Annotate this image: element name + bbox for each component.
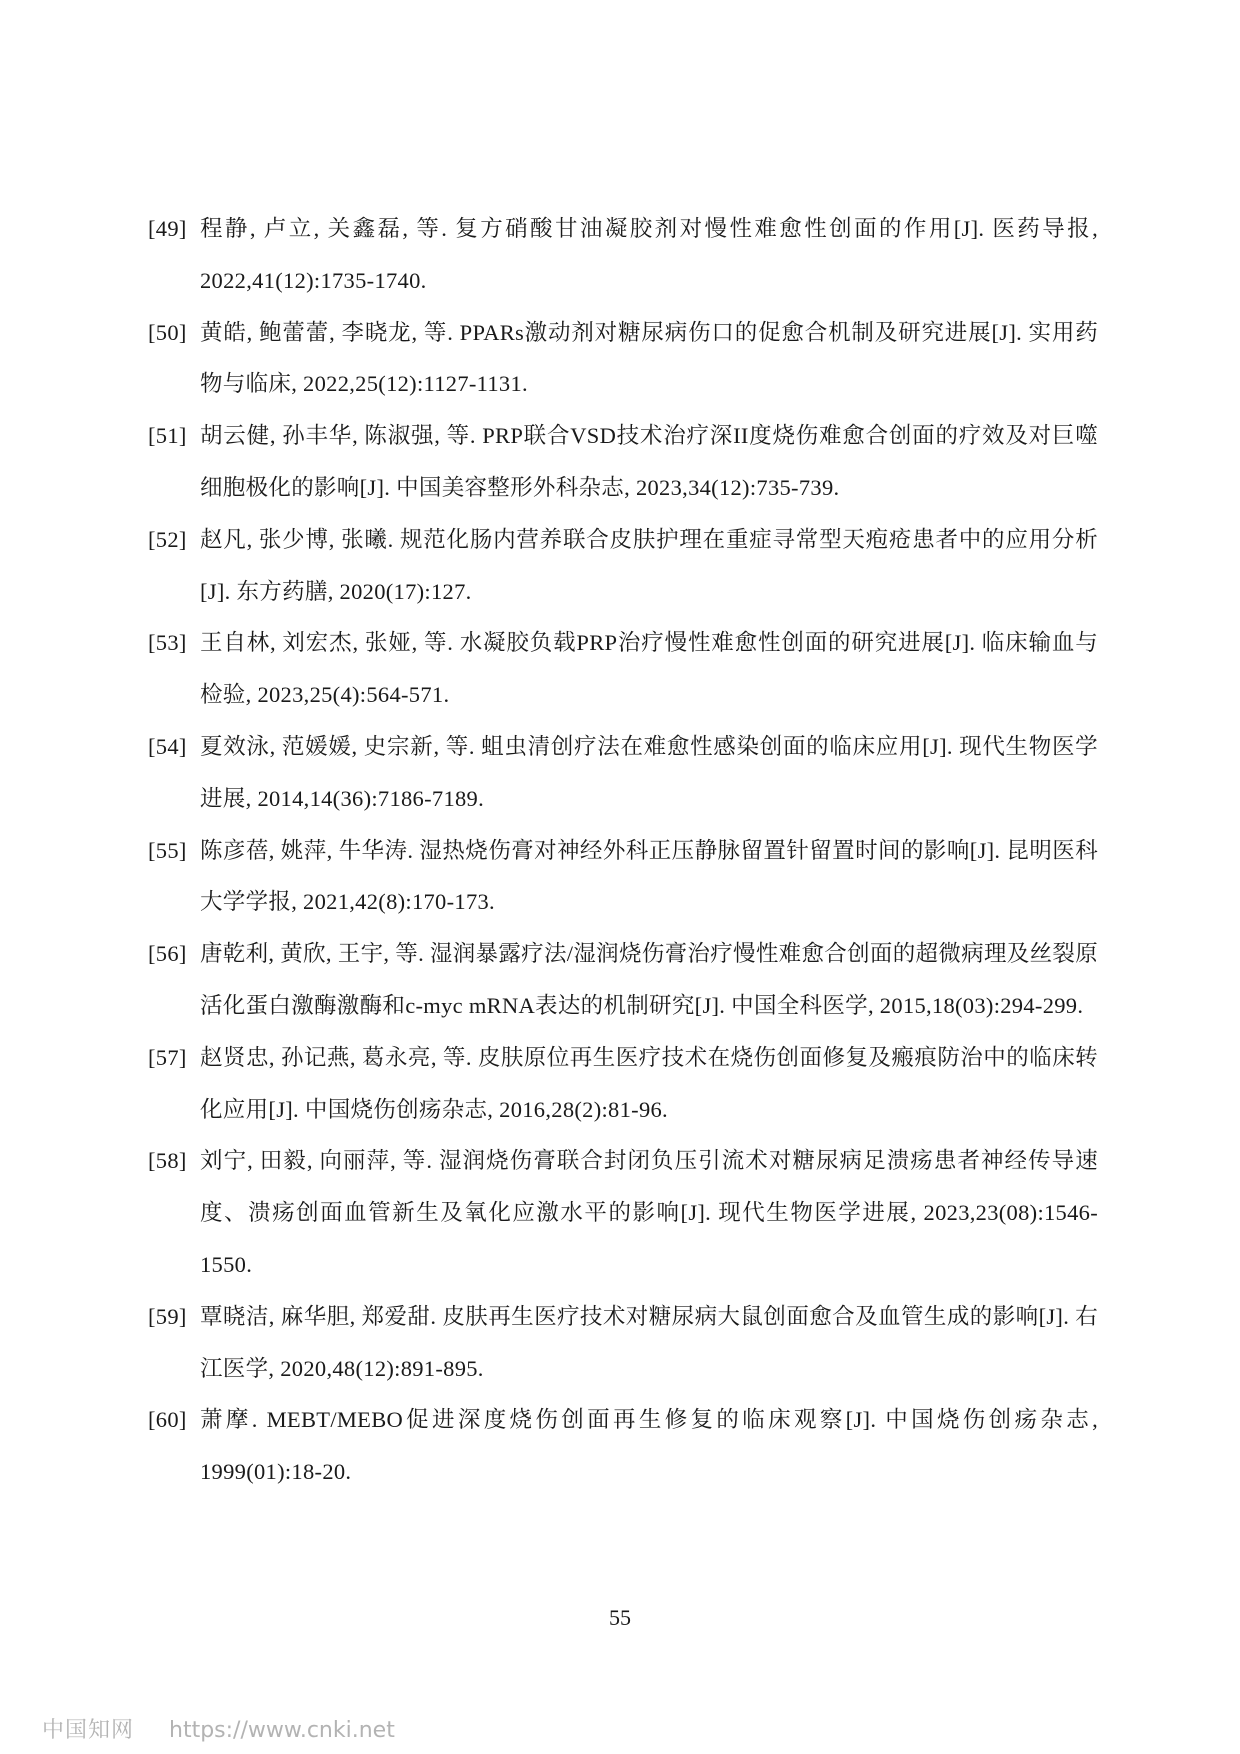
reference-text: 覃晓洁, 麻华胆, 郑爱甜. 皮肤再生医疗技术对糖尿病大鼠创面愈合及血管生成的影响[J]. 右江医学, 2020,48(12):891-895. [200, 1303, 1098, 1381]
reference-text: 刘宁, 田毅, 向丽萍, 等. 湿润烧伤膏联合封闭负压引流术对糖尿病足溃疡患者神经传导速度、溃疡创面血管新生及氧化应激水平的影响[J]. 现代生物医学进展, 2023,23(08):1546-1550. [200, 1148, 1098, 1277]
reference-number: [53] [148, 630, 187, 656]
reference-number: [50] [148, 319, 187, 345]
reference-text: 赵凡, 张少博, 张曦. 规范化肠内营养联合皮肤护理在重症寻常型天疱疮患者中的应用分析[J]. 东方药膳, 2020(17):127. [200, 526, 1098, 604]
reference-number: [59] [148, 1303, 187, 1329]
reference-list [148, 203, 1098, 1498]
reference-text: 赵贤忠, 孙记燕, 葛永亮, 等. 皮肤原位再生医疗技术在烧伤创面修复及瘢痕防治中的临床转化应用[J]. 中国烧伤创疡杂志, 2016,28(2):81-96. [200, 1044, 1098, 1122]
reference-number: [60] [148, 1407, 187, 1433]
reference-item [148, 514, 1098, 618]
reference-number: [57] [148, 1044, 187, 1070]
cnki-logo-text: 中国知网 [42, 1718, 135, 1743]
reference-item [148, 928, 1098, 1032]
reference-item [148, 1291, 1098, 1395]
reference-text: 陈彦蓓, 姚萍, 牛华涛. 湿热烧伤膏对神经外科正压静脉留置针留置时间的影响[J]. 昆明医科大学学报, 2021,42(8):170-173. [200, 837, 1098, 915]
reference-item [148, 1135, 1098, 1290]
reference-text: 程静, 卢立, 关鑫磊, 等. 复方硝酸甘油凝胶剂对慢性难愈性创面的作用[J]. 医药导报, 2022,41(12):1735-1740. [200, 216, 1098, 293]
reference-item [148, 1032, 1098, 1136]
reference-number: [51] [148, 423, 187, 449]
reference-number: [49] [148, 216, 187, 241]
cnki-url: https://www.cnki.net [169, 1718, 395, 1743]
reference-text: 黄皓, 鲍蕾蕾, 李晓龙, 等. PPARs激动剂对糖尿病伤口的促愈合机制及研究进展[J]. 实用药物与临床, 2022,25(12):1127-1131. [200, 319, 1098, 397]
page-number: 55 [609, 1605, 631, 1630]
reference-item [148, 307, 1098, 411]
reference-text: 夏效泳, 范媛媛, 史宗新, 等. 蛆虫清创疗法在难愈性感染创面的临床应用[J]. 现代生物医学进展, 2014,14(36):7186-7189. [200, 733, 1098, 811]
reference-number: [55] [148, 837, 187, 863]
reference-item [148, 410, 1098, 514]
cnki-watermark [42, 1718, 395, 1744]
reference-item [148, 1394, 1098, 1498]
reference-item [148, 825, 1098, 929]
reference-number: [56] [148, 941, 187, 967]
reference-item [148, 203, 1098, 307]
reference-text: 唐乾利, 黄欣, 王宇, 等. 湿润暴露疗法/湿润烧伤膏治疗慢性难愈合创面的超微病理及丝裂原活化蛋白激酶激酶和c-myc mRNA表达的机制研究[J]. 中国全科医学, 2015,18(03):294-299. [200, 941, 1098, 1018]
reference-number: [58] [148, 1148, 187, 1174]
reference-number: [54] [148, 733, 187, 759]
reference-number: [52] [148, 526, 187, 552]
reference-text: 萧摩. MEBT/MEBO促进深度烧伤创面再生修复的临床观察[J]. 中国烧伤创疡杂志, 1999(01):18-20. [200, 1407, 1098, 1485]
reference-item [148, 617, 1098, 721]
reference-text: 王自林, 刘宏杰, 张娅, 等. 水凝胶负载PRP治疗慢性难愈性创面的研究进展[J]. 临床输血与检验, 2023,25(4):564-571. [200, 630, 1098, 708]
reference-text: 胡云健, 孙丰华, 陈淑强, 等. PRP联合VSD技术治疗深II度烧伤难愈合创面的疗效及对巨噬细胞极化的影响[J]. 中国美容整形外科杂志, 2023,34(12):735-739. [200, 423, 1098, 500]
reference-item [148, 721, 1098, 825]
